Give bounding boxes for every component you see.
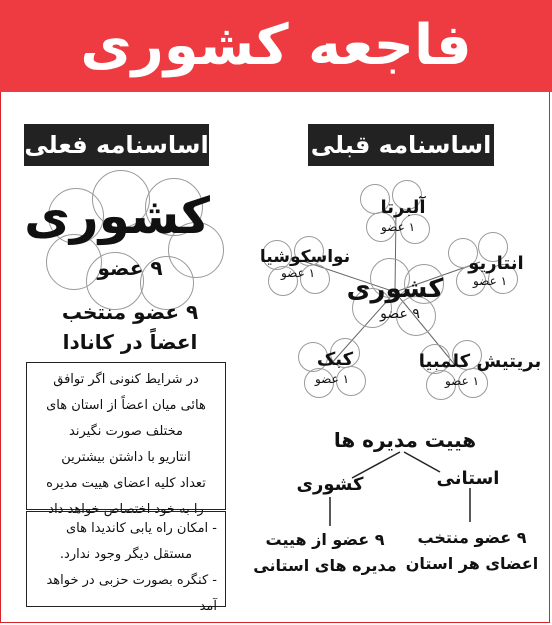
- note-line: تعداد کلیه اعضای هییت مدیره: [46, 476, 206, 491]
- tree-left-leaf-line1: ۹ عضو از هییت: [265, 530, 385, 549]
- note-line: در شرایط کنونی اگر توافق: [53, 372, 199, 387]
- node-bc-name: بریتیش کلمبیا: [418, 351, 542, 372]
- node-alberta-name: آلبرتا: [380, 197, 426, 218]
- note-line: مستقل دیگر وجود ندارد.: [59, 547, 193, 562]
- note-line: هائی میان اعضاً از استان های: [46, 398, 206, 413]
- heading-previous-statute: اساسنامه قبلی: [308, 124, 494, 166]
- note-line: را به خود اختصاص خواهد داد: [48, 502, 204, 517]
- left-center-count: ۹ عضو: [97, 256, 163, 280]
- node-nova-scotia-name: نواسکوشیا: [259, 247, 351, 267]
- tree-right-branch: استانی: [436, 468, 500, 489]
- note-line: انتاریو با داشتن بیشترین: [61, 450, 191, 465]
- tree-left-branch: کشوری: [296, 474, 364, 495]
- node-ontario-name: انتاریو: [468, 253, 524, 274]
- node-quebec-count: ۱ عضو: [314, 372, 350, 386]
- node-ontario-count: ۱ عضو: [472, 274, 508, 288]
- left-subtitle-line2: اعضاً در کانادا: [62, 330, 198, 354]
- tree-right-leaf-line2: اعضای هر استان: [405, 554, 539, 573]
- tree-left-leaf-line2: مدیره های استانی: [253, 556, 397, 575]
- node-nova-scotia-count: ۱ عضو: [280, 266, 316, 280]
- tree-root: هییت مدیره ها: [333, 428, 477, 452]
- node-alberta-count: ۱ عضو: [380, 220, 416, 234]
- page-title: فاجعه کشوری: [80, 13, 472, 78]
- left-center-word: کشوری: [24, 187, 210, 245]
- right-center-word: کشوری: [346, 274, 444, 304]
- note-line: - کنگره بصورت حزبی در خواهد آمد: [46, 573, 217, 614]
- right-center-count: ۹ عضو: [380, 306, 420, 322]
- left-subtitle-line1: ۹ عضو منتخب: [61, 300, 199, 324]
- note-line: مختلف صورت نگیرند: [69, 424, 183, 439]
- heading-current-statute: اساسنامه فعلی: [24, 124, 209, 166]
- node-quebec-name: کبک: [316, 349, 354, 370]
- note-line: - امکان راه یابی کاندیدا های: [66, 521, 217, 536]
- node-bc-count: ۱ عضو: [444, 374, 480, 388]
- tree-right-leaf-line1: ۹ عضو منتخب: [417, 528, 527, 547]
